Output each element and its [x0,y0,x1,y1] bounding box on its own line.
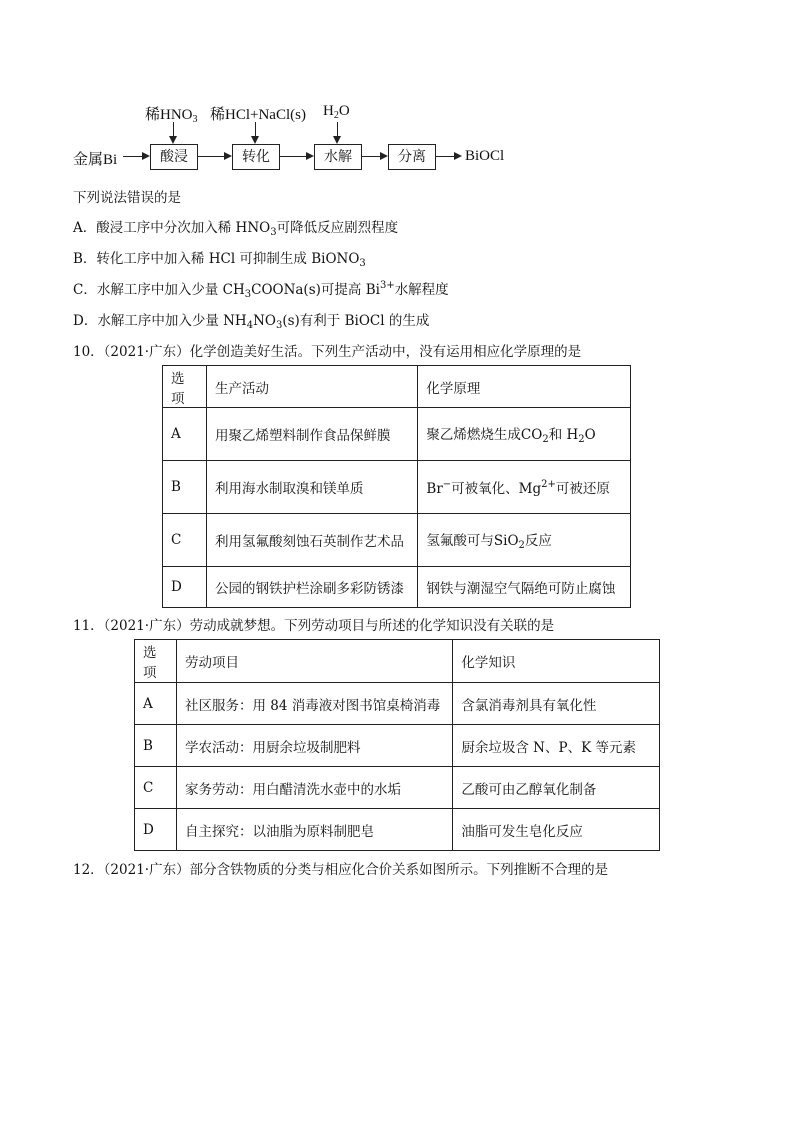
q9-option-c: C．水解工序中加入少量 $CH_3COONa(s)$可提高 $Bi^{3+}$水解程度 [73,280,449,300]
header-option: 选项 [163,366,207,408]
reagent-arrow-3 [337,122,338,137]
header-option: 选项 [135,640,177,683]
row-option: B [163,461,207,514]
header-project: 劳动项目 [176,640,452,683]
flow-step-convert: 转化 [232,144,280,170]
arrowhead-down-1 [169,136,177,144]
flow-step-separate: 分离 [388,144,436,170]
flow-product-label: BiOCl [465,148,505,164]
reagent-label-2: 稀HCl+NaCl(s) [210,107,306,123]
reagent-arrow-2 [255,122,256,137]
row-project: 家务劳动：用白醋清洗水壶中的水垢 [176,767,452,809]
flow-step-acid-leach: 酸浸 [150,144,198,170]
header-activity: 生产活动 [206,366,417,408]
row-project: 社区服务：用 84 消毒液对图书馆桌椅消毒 [176,683,452,725]
q9-stem: 下列说法错误的是 [73,190,181,206]
flow-start-label: 金属Bi [73,152,118,168]
arrowhead-right-4 [380,152,388,160]
table-row [163,514,631,567]
row-option: C [135,767,177,809]
row-activity: 用聚乙烯塑料制作食品保鲜膜 [206,408,417,461]
row-option: A [135,683,177,725]
q10-table [162,365,631,608]
row-knowledge: 含氯消毒剂具有氧化性 [453,683,660,725]
table-row [163,461,631,514]
row-option: D [163,567,207,608]
flow-arrow-5 [435,156,454,157]
row-project: 自主探究：以油脂为原料制肥皂 [176,809,452,851]
arrowhead-right-3 [306,152,314,160]
flow-arrow-4 [361,156,380,157]
row-principle: 钢铁与潮湿空气隔绝可防止腐蚀 [418,567,631,608]
q9-option-b: B．转化工序中加入稀 HCl 可抑制生成 BiONO$_3$ [73,251,366,269]
arrowhead-right-2 [224,152,232,160]
table-row [135,767,660,809]
row-knowledge: 厨余垃圾含 N、P、K 等元素 [453,725,660,767]
row-knowledge: 乙酸可由乙醇氧化制备 [453,767,660,809]
table-row [163,408,631,461]
q11-table [134,639,660,851]
arrowhead-right-5 [454,152,462,160]
q9-option-a: A．酸浸工序中分次加入稀 $HNO_3$可降低反应剧烈程度 [73,220,399,238]
row-option: B [135,725,177,767]
row-option: C [163,514,207,567]
table-row [135,683,660,725]
reagent-arrow-1 [173,122,174,137]
reagent-label-3: $H_2O$ [323,103,350,121]
header-knowledge: 化学知识 [453,640,660,683]
row-project: 学农活动：用厨余垃圾制肥料 [176,725,452,767]
table-header-row [135,640,660,683]
q9-option-d: D．水解工序中加入少量 $NH_4NO_3(s)$有利于 BiOCl 的生成 [73,313,430,331]
row-activity: 公园的钢铁护栏涂刷多彩防锈漆 [206,567,417,608]
arrowhead-down-3 [333,136,341,144]
row-activity: 利用海水制取溴和镁单质 [206,461,417,514]
flow-step-hydrolysis: 水解 [314,144,362,170]
row-option: A [163,408,207,461]
table-row [135,725,660,767]
row-option: D [135,809,177,851]
q10-stem: 10．（2021·广东）化学创造美好生活。下列生产活动中，没有运用相应化学原理的是 [73,344,582,360]
row-activity: 利用氢氟酸刻蚀石英制作艺术品 [206,514,417,567]
table-header-row [163,366,631,408]
row-principle: 聚乙烯燃烧生成$CO_2$和 $H_2O$ [418,408,631,461]
q11-stem: 11．（2021·广东）劳动成就梦想。下列劳动项目与所述的化学知识没有关联的是 [73,618,555,634]
row-knowledge: 油脂可发生皂化反应 [453,809,660,851]
flow-arrow-2 [197,156,224,157]
table-row [163,567,631,608]
arrowhead-right-1 [142,152,150,160]
table-row [135,809,660,851]
header-principle: 化学原理 [418,366,631,408]
arrowhead-down-2 [251,136,259,144]
q12-stem: 12．（2021·广东）部分含铁物质的分类与相应化合价关系如图所示。下列推断不合理的是 [73,862,609,878]
row-principle: 氢氟酸可与SiO$_2$反应 [418,514,631,567]
reagent-label-1: 稀$HNO_3$ [145,107,198,125]
flow-arrow-1 [123,156,142,157]
row-principle: Br−可被氧化、$Mg^{2+}$可被还原 [418,461,631,514]
flow-arrow-3 [279,156,306,157]
